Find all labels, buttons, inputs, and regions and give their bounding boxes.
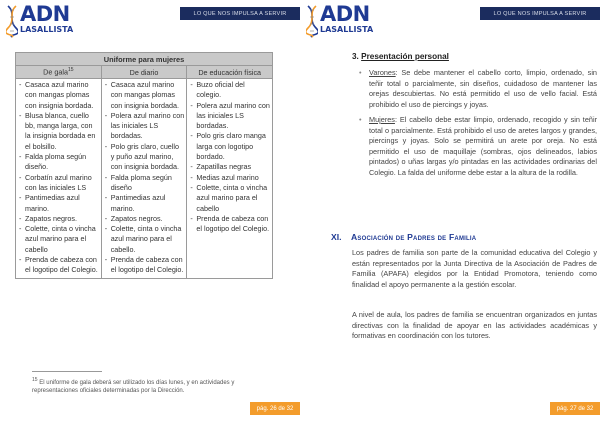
table-title: Uniforme para mujeres <box>16 53 273 66</box>
section-3-number: 3. <box>352 52 359 61</box>
logo-title: ADN <box>20 2 70 26</box>
footnote-divider <box>32 371 102 372</box>
section-xi-number: XI. <box>331 232 342 242</box>
logo <box>306 4 373 38</box>
list-item: - Zapatos negros. <box>104 214 185 224</box>
list-item-label: Varones <box>369 68 396 77</box>
logo-subtitle: LASALLISTA <box>320 25 374 34</box>
footnote-text: El uniforme de gala deberá ser utilizado los días lunes, y en actividades y representaciones oficiales determinadas por la Dirección. <box>32 380 235 394</box>
logo-title: ADN <box>320 2 370 26</box>
list-item: - Casaca azul marino con mangas plomas con insignia bordada. <box>18 80 99 111</box>
page-number-badge <box>250 402 300 415</box>
footnote <box>32 376 272 395</box>
list-item: - Colette, cinta o vincha azul marino para el cabello <box>18 224 99 255</box>
page-number-badge <box>550 402 600 415</box>
list-item: - Buzo oficial del colegio. <box>189 80 270 101</box>
section-xi-title: Asociación de Padres de Familia <box>351 232 477 242</box>
list-item: - Zapatos negros. <box>18 214 99 224</box>
list-item: - Prenda de cabeza con el logotipo del Colegio. <box>18 255 99 276</box>
list-item: - Blusa blanca, cuello bb, manga larga, con la insignia bordada en el bolsillo. <box>18 111 99 152</box>
list-item <box>359 68 597 110</box>
right-page <box>300 0 600 425</box>
paragraph: A nivel de aula, los padres de familia se encuentran organizados en juntas directivas con la finalidad de apoyar en las actividades académicas y formativas en coordinación con los tutores. <box>352 310 597 341</box>
header-tagline-bar <box>180 7 300 20</box>
table-cell-diario <box>101 79 187 279</box>
list-item: - Corbatín azul marino con las iniciales LS <box>18 173 99 194</box>
footnote-number: 15 <box>32 377 38 383</box>
paragraph: Los padres de familia son parte de la comunidad educativa del Colegio y están representados por la Junta Directiva de la Asociación de Padres de Familia (APAFA) elegidos por la Entidad Promotora, teniendo como finalidad el apoyo permanente a la gestión escolar. <box>352 248 597 289</box>
list-item-label: Mujeres <box>369 115 395 124</box>
section-3-title: Presentación personal <box>361 52 449 61</box>
list-item: - Falda ploma según diseño. <box>18 152 99 173</box>
logo-subtitle: LASALLISTA <box>20 25 74 34</box>
list-item: - Polera azul marino con las iniciales LS bordadas. <box>104 111 185 142</box>
list-item: - Medias azul marino <box>189 173 270 183</box>
list-item-text: : El cabello debe estar limpio, ordenado, recogido y sin teñir total o parcialmente. Está prohibido el uso de aretes largos y grandes, piercings y joyas. Solo se permitirá un arete por oreja. No está permitido el uso de maquillaje (sombras, ojos delineados, labios pintados) o uñas largas y/o pintadas en las actividades ordinarias del Colegio. La falda del uniforme debe estar a la altura de la rodilla. <box>369 115 597 177</box>
table-cell-gala <box>16 79 102 279</box>
logo <box>6 4 73 38</box>
table-cell-educacion-fisica <box>187 79 273 279</box>
list-item: - Colette, cinta o vincha azul marino para el cabello. <box>104 224 185 255</box>
dna-icon <box>306 4 318 38</box>
list-item: - Prenda de cabeza con el logotipo del Colegio. <box>189 214 270 235</box>
list-item: - Polo gris claro manga larga con logotipo bordado. <box>189 131 270 162</box>
list-item <box>359 115 597 178</box>
header-tagline: LO QUE NOS IMPULSA A SERVIR <box>493 10 587 17</box>
list-item: - Colette, cinta o vincha azul marino para el cabello <box>189 183 270 214</box>
uniform-table <box>15 52 273 279</box>
column-header-educacion-fisica: De educación física <box>187 66 273 79</box>
list-item: - Pantimedias azul marino. <box>18 193 99 214</box>
list-item-text: : Se debe mantener el cabello corto, limpio, ordenado, sin teñir total o parcialmente, sin diseños, cuidadoso de mantener las orejas descubiertas. No está permitido el uso de vello facial. Está prohibido el uso de piercings y joyas. <box>369 68 597 109</box>
column-header-diario: De diario <box>101 66 187 79</box>
list-item: - Pantimedias azul marino. <box>104 193 185 214</box>
dna-icon <box>6 4 18 38</box>
list-item: - Falda ploma según diseño <box>104 173 185 194</box>
list-item: - Polera azul marino con las iniciales LS bordadas. <box>189 101 270 132</box>
page-number: pág. 26 de 32 <box>256 405 294 412</box>
list-item: - Prenda de cabeza con el logotipo del Colegio. <box>104 255 185 276</box>
header-tagline-bar <box>480 7 600 20</box>
section-3-heading <box>352 52 449 61</box>
header-tagline: LO QUE NOS IMPULSA A SERVIR <box>193 10 287 17</box>
section-xi-heading <box>331 232 476 242</box>
column-header-label: De gala <box>43 67 68 77</box>
list-item: - Zapatillas negras <box>189 162 270 172</box>
page-number: pág. 27 de 32 <box>556 405 594 412</box>
list-item: - Polo gris claro, cuello y puño azul marino, con insignia bordada. <box>104 142 185 173</box>
column-header-gala <box>16 66 102 79</box>
list-item: - Casaca azul marino con mangas plomas con insignia bordada. <box>104 80 185 111</box>
presentation-list <box>359 68 597 183</box>
footnote-marker: 15 <box>67 67 74 74</box>
